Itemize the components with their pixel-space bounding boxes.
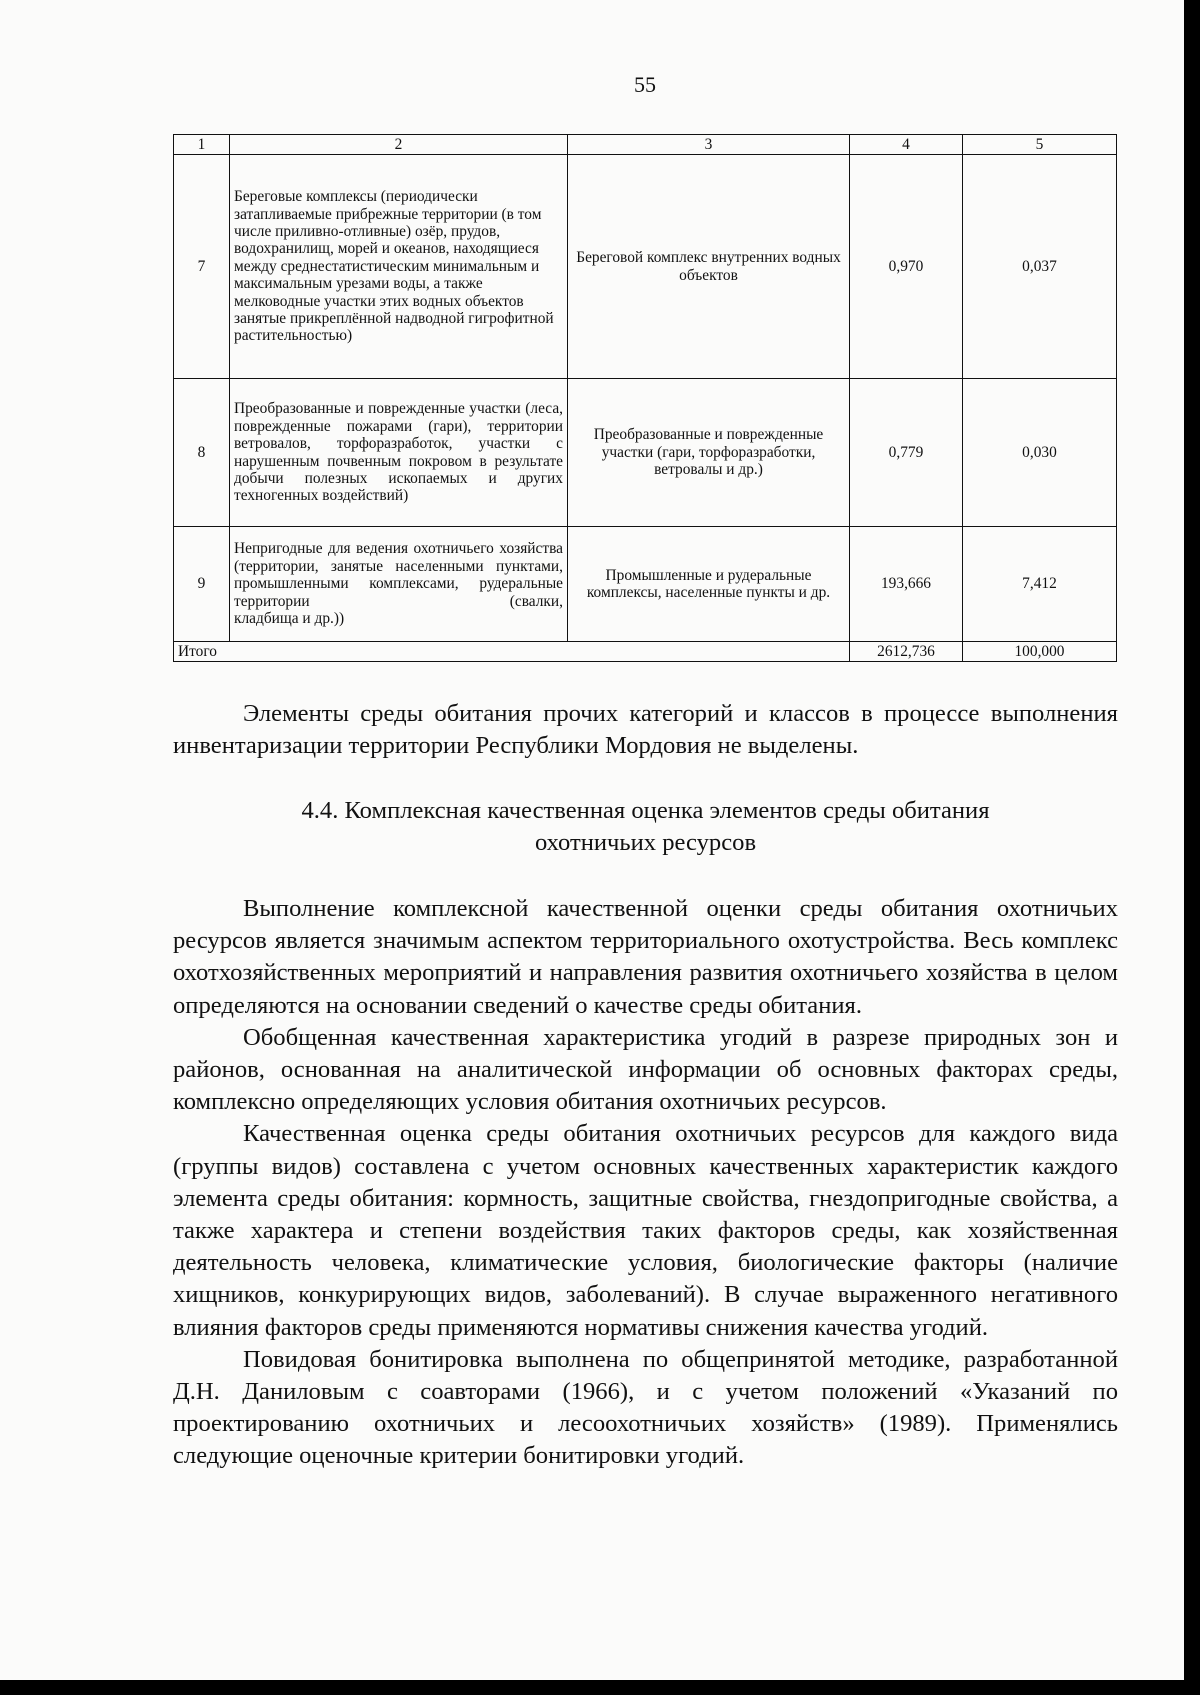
row-share: 0,037	[963, 155, 1117, 379]
row-share: 7,412	[963, 527, 1117, 642]
row-description-last-line: кладбища и др.))	[234, 610, 345, 628]
row-description-text: Непригодные для ведения охотничьего хозяйства (территории, занятые населенными пунктами, промышленными комплексами, рудеральные территории (свалки,	[234, 540, 563, 610]
row-description	[230, 527, 568, 642]
row-number: 9	[174, 527, 230, 642]
total-share: 100,000	[963, 642, 1117, 662]
row-area: 0,779	[850, 379, 963, 527]
paragraph-4: Повидовая бонитировка выполнена по общепринятой методике, разработанной Д.Н. Даниловым с соавторами (1966), и с учетом положений «Указаний по проектированию охотничьих и лесоохотничьих хозяйств» (1989). Применялись следующие оценочные критерии бонитировки угодий.	[173, 1345, 1118, 1470]
row-class: Промышленные и рудеральные комплексы, населенные пункты и др.	[568, 527, 850, 642]
row-description-last-line: техногенных воздействий)	[234, 487, 409, 505]
total-area: 2612,736	[850, 642, 963, 662]
section-heading-line2: охотничьих ресурсов	[534, 829, 757, 856]
paragraph-1: Выполнение комплексной качественной оценки среды обитания охотничьих ресурсов является значимым аспектом территориального охотустройства. Весь комплекс охотхозяйственных мероприятий и направления развития охотничьего хозяйства в целом определяются на основании сведений о качестве среды обитания.	[173, 895, 1118, 1019]
total-label: Итого	[174, 642, 850, 662]
row-description-text: Преобразованные и поврежденные участки (леса, поврежденные пожарами (гари), территории ветровалов, торфоразработок, участки с нарушенным почвенным покровом в результате добычи полезных ископаемых и других	[234, 400, 563, 487]
table-total-row	[174, 642, 1117, 662]
row-area: 0,970	[850, 155, 963, 379]
row-number: 8	[174, 379, 230, 527]
row-class: Береговой комплекс внутренних водных объектов	[568, 155, 850, 379]
intro-paragraph-block	[173, 698, 1118, 762]
table-header-cell: 5	[963, 135, 1117, 155]
row-number: 7	[174, 155, 230, 379]
section-heading-line1: 4.4. Комплексная качественная оценка элементов среды обитания	[301, 797, 990, 824]
table-header-row	[174, 135, 1117, 155]
paragraph-2: Обобщенная качественная характеристика угодий в разрезе природных зон и районов, основанная на аналитической информации об основных факторах среды, комплексно определяющих условия обитания охотничьих ресурсов.	[173, 1023, 1118, 1116]
table-header-cell: 1	[174, 135, 230, 155]
page-number: 55	[634, 72, 656, 97]
row-description	[230, 379, 568, 527]
row-area: 193,666	[850, 527, 963, 642]
table-row	[174, 527, 1117, 642]
habitat-table	[173, 134, 1117, 662]
intro-paragraph: Элементы среды обитания прочих категорий и классов в процессе выполнения инвентаризации территории Республики Мордовия не выделены.	[173, 700, 1118, 760]
section-heading	[173, 795, 1118, 859]
table-header-cell: 3	[568, 135, 850, 155]
body-text	[173, 893, 1118, 1473]
paragraph-3: Качественная оценка среды обитания охотничьих ресурсов для каждого вида (группы видов) составлена с учетом основных качественных характеристик каждого элемента среды обитания: кормность, защитные свойства, гнездопригодные свойства, а также характера и степени воздействия таких факторов среды, как хозяйственная деятельность человека, климатические условия, биологические факторы (наличие хищников, конкурирующих видов, заболеваний). В случае выраженного негативного влияния факторов среды применяются нормативы снижения качества угодий.	[173, 1120, 1118, 1341]
table-header-cell: 2	[230, 135, 568, 155]
table-header-cell: 4	[850, 135, 963, 155]
row-share: 0,030	[963, 379, 1117, 527]
table-row	[174, 379, 1117, 527]
table-row	[174, 155, 1117, 379]
row-class: Преобразованные и поврежденные участки (гари, торфоразработки, ветровалы и др.)	[568, 379, 850, 527]
row-description: Береговые комплексы (периодически затапливаемые прибрежные территории (в том числе приливно-отливные) озёр, прудов, водохранилищ, морей и океанов, находящиеся между среднестатистическим минимальным и максимальным урезами воды, а также мелководные участки этих водных объектов занятые прикреплённой надводной гигрофитной растительностью)	[230, 155, 568, 379]
